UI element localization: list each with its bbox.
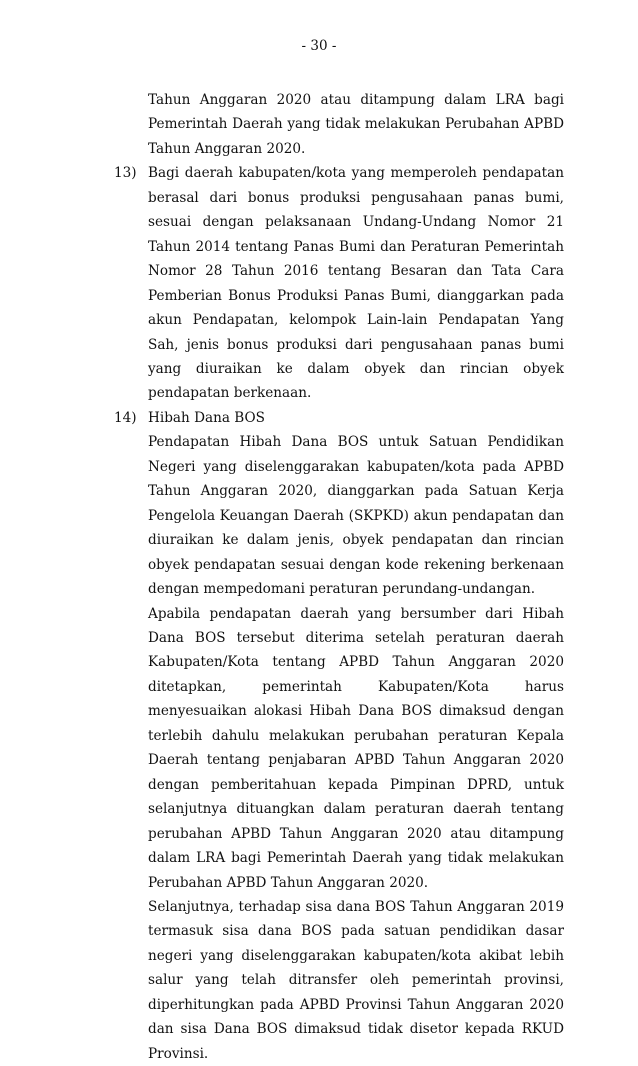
list-item-paragraph: Pendapatan Hibah Dana BOS untuk Satuan Pendidikan Negeri yang diselenggarakan kabupaten/kota pada APBD Tahun Anggaran 2020, dianggarkan pada Satuan Kerja Pengelola Keuangan Daerah (SKPKD) akun pendapatan dan diuraikan ke dalam jenis, obyek pendapatan dan rincian obyek pendapatan sesuai dengan kode rekening berkenaan dengan mempedomani peraturan perundang-undangan. [148, 434, 564, 598]
page-number: - 30 - [301, 38, 337, 54]
list-item-number: 14) [114, 409, 137, 426]
list-item-number: 13) [114, 165, 137, 182]
list-item-paragraph: Bagi daerah kabupaten/kota yang memperoleh pendapatan berasal dari bonus produksi pengusahaan panas bumi, sesuai dengan pelaksanaan Undang-Undang Nomor 21 Tahun 2014 tentang Panas Bumi dan Peraturan Pemerintah Nomor 28 Tahun 2016 tentang Besaran dan Tata Cara Pemberian Bonus Produksi Panas Bumi, dianggarkan pada akun Pendapatan, kelompok Lain-lain Pendapatan Yang Sah, jenis bonus produksi dari pengusahaan panas bumi yang diuraikan ke dalam obyek dan rincian obyek pendapatan berkenaan. [148, 165, 564, 402]
intro-paragraph: Tahun Anggaran 2020 atau ditampung dalam LRA bagi Pemerintah Daerah yang tidak melakukan Perubahan APBD Tahun Anggaran 2020. [148, 92, 564, 157]
list-item-13 [114, 161, 564, 406]
list-item-paragraph: Selanjutnya, terhadap sisa dana BOS Tahun Anggaran 2019 termasuk sisa dana BOS pada satuan pendidikan dasar negeri yang diselenggarakan kabupaten/kota akibat lebih salur yang telah ditransfer oleh pemerintah provinsi, diperhitungkan pada APBD Provinsi Tahun Anggaran 2020 dan sisa Dana BOS dimaksud tidak disetor kepada RKUD Provinsi. [148, 898, 564, 1062]
list-item-heading: Hibah Dana BOS [148, 409, 265, 426]
list-item-14 [114, 406, 564, 1066]
document-body [114, 88, 564, 1066]
list-item-paragraph: Apabila pendapatan daerah yang bersumber dari Hibah Dana BOS tersebut diterima setelah peraturan daerah Kabupaten/Kota tentang APBD Tahun Anggaran 2020 ditetapkan, pemerintah Kabupaten/Kota harus menyesuaikan alokasi Hibah Dana BOS dimaksud dengan terlebih dahulu melakukan perubahan peraturan Kepala Daerah tentang penjabaran APBD Tahun Anggaran 2020 dengan pemberitahuan kepada Pimpinan DPRD, untuk selanjutnya dituangkan dalam peraturan daerah tentang perubahan APBD Tahun Anggaran 2020 atau ditampung dalam LRA bagi Pemerintah Daerah yang tidak melakukan Perubahan APBD Tahun Anggaran 2020. [148, 605, 564, 891]
